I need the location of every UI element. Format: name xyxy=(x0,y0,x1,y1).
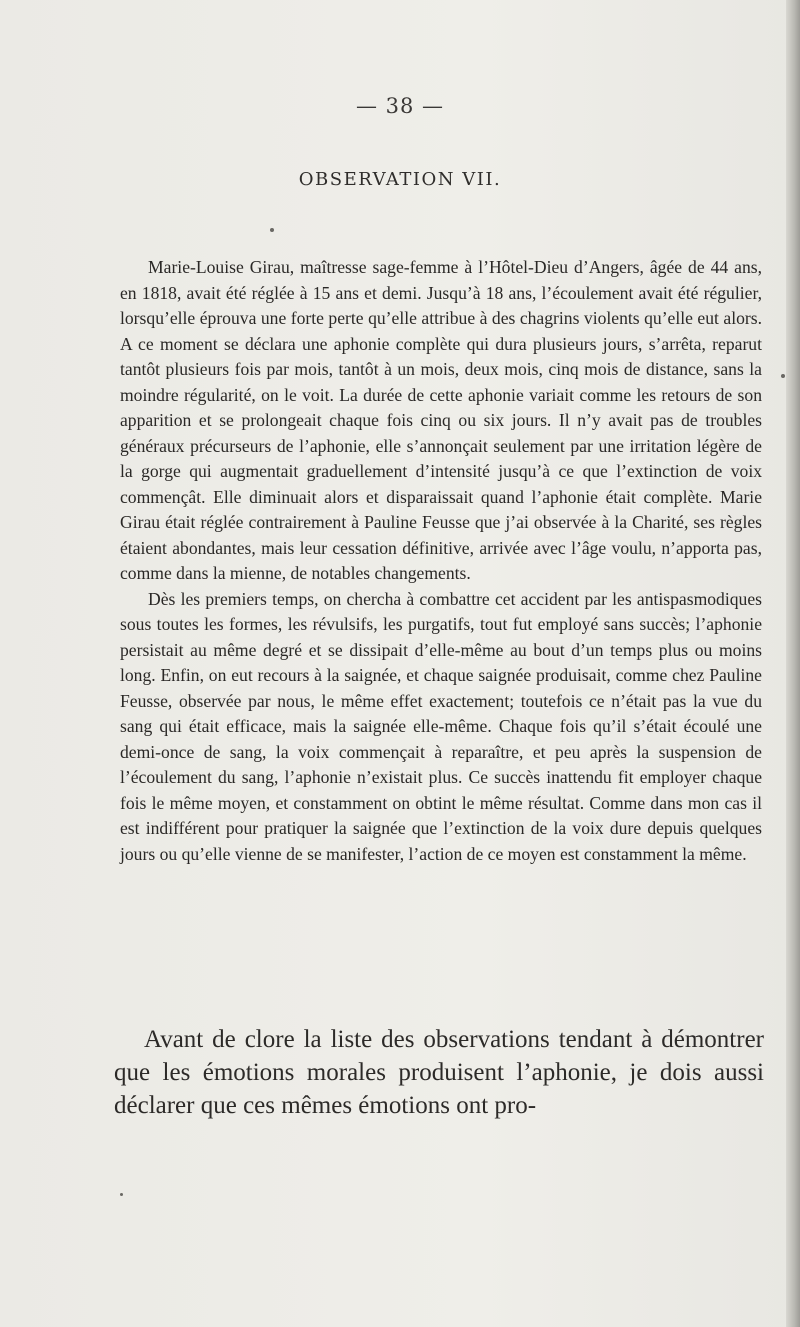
ink-speck xyxy=(120,1193,123,1196)
paragraph-closing: Avant de clore la liste des observations tendant à démontrer que les émotions morales produisent l’aphonie, je dois aussi déclarer que ces mêmes émotions ont pro- xyxy=(114,1026,764,1119)
paragraph-treatment: Dès les premiers temps, on chercha à combattre cet accident par les antispasmodiques sous toutes les formes, les révulsifs, les purgatifs, tout fut employé sans succès; l’aphonie persistait au même degré et se dissipait d’elle-même au bout d’un temps plus ou moins long. Enfin, on eut recours à la saignée, et chaque saignée produisait, comme chez Pauline Feusse, observée par nous, le même effet exactement; toutefois ce n’était pas la vue du sang qui était efficace, mais la saignée elle-même. Chaque fois qu’il s’était écoulé une demi-once de sang, la voix commençait à reparaître, et peu après la suspension de l’écoulement du sang, l’aphonie n’existait plus. Ce succès inattendu fit employer chaque fois le même moyen, et constamment on obtint le même résultat. Comme dans mon cas il est indifférent pour pratiquer la saignée que l’extinction de la voix dure depuis quelques jours ou qu’elle vienne de se manifester, l’action de ce moyen est constamment la même. xyxy=(120,588,762,864)
ink-speck xyxy=(270,228,274,232)
page-number: — 38 — xyxy=(355,94,445,118)
closing-text xyxy=(114,1023,764,1122)
observation-title: OBSERVATION VII. xyxy=(298,169,502,190)
paragraph-case-history: Marie-Louise Girau, maîtresse sage-femme à l’Hôtel-Dieu d’Angers, âgée de 44 ans, en 1818, avait été réglée à 15 ans et demi. Jusqu’à 18 ans, l’écoulement avait été régulier, lorsqu’elle éprouva une forte perte qu’elle attribue à des chagrins violents qu’elle eut alors. A ce moment se déclara une aphonie complète qui dura plusieurs jours, s’arrêta, reparut tantôt plusieurs fois par mois, tantôt à un mois, deux mois, cinq mois de distance, sans la moindre régularité, on le voit. La durée de cette aphonie variait comme les retours de son apparition et se prolongeait chaque fois cinq ou six jours. Il n’y avait pas de troubles généraux précurseurs de l’aphonie, elle s’annonçait seulement par une irritation légère de la gorge qui augmentait graduellement d’intensité jusqu’à ce que l’extinction de voix commençât. Elle diminuait alors et disparaissait quand l’aphonie était complète. Marie Girau était réglée contrairement à Pauline Feusse que j’ai observée à la Charité, ses règles étaient abondantes, mais leur cessation définitive, arrivée avec l’âge voulu, n’apporta pas, comme dans la mienne, de notables changements. xyxy=(120,257,762,583)
ink-speck xyxy=(781,374,785,378)
page-edge-shadow xyxy=(786,0,800,1327)
observation-body xyxy=(120,255,762,867)
